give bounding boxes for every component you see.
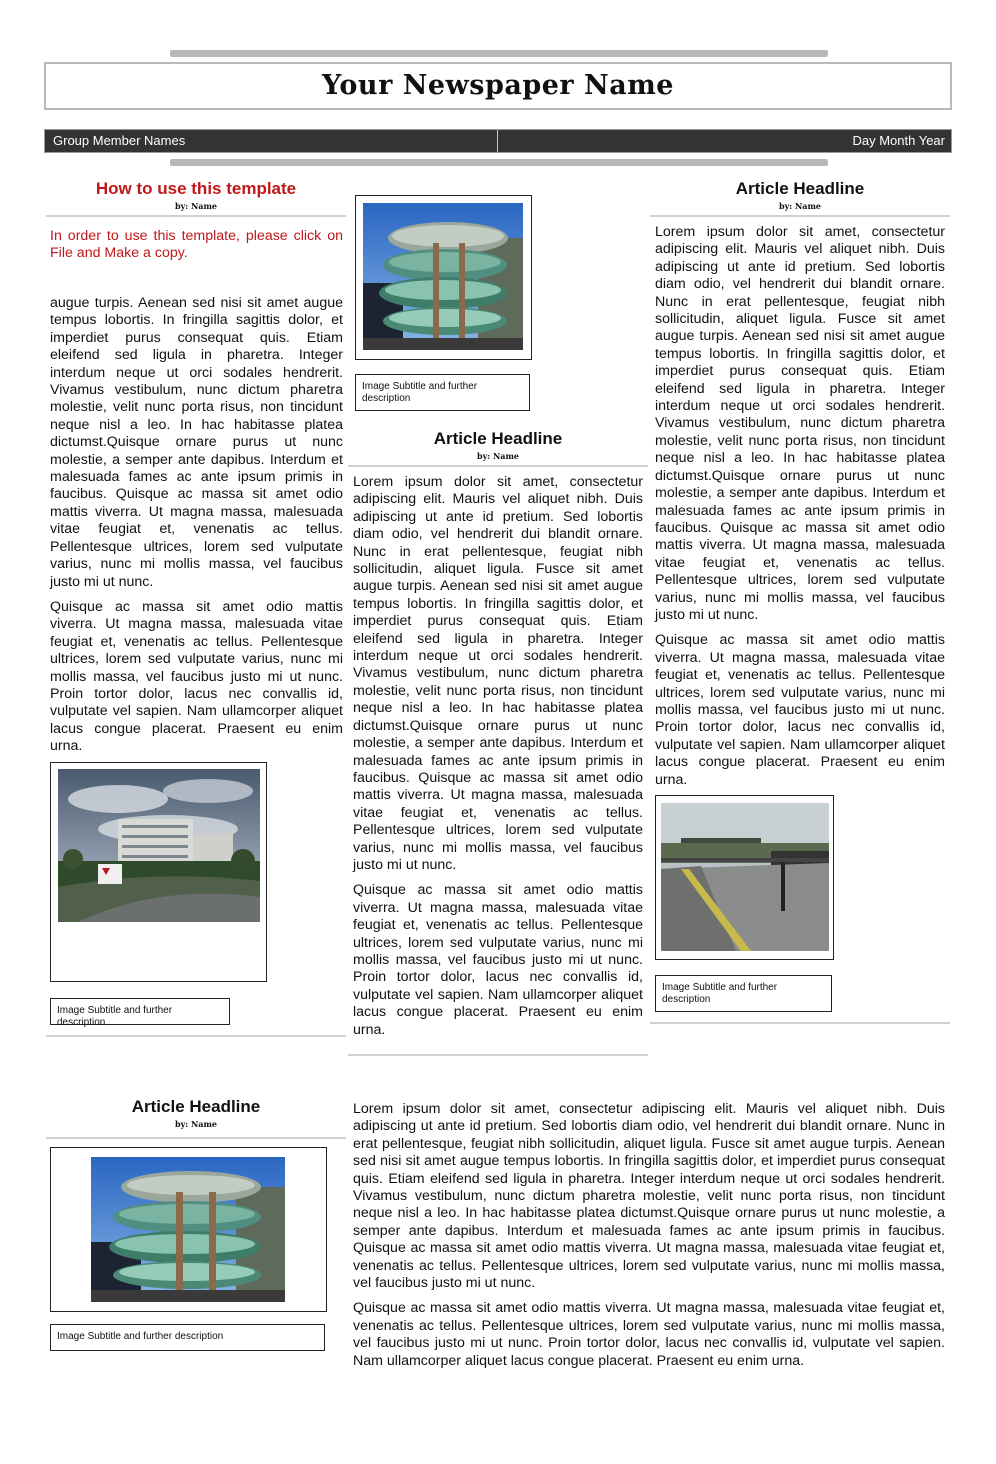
col2-article-body bbox=[353, 474, 643, 1047]
bottom-headline: Article Headline bbox=[131, 1097, 261, 1116]
bottom-paragraph-2: Quisque ac massa sit amet odio mattis viverra. Ut magna massa, malesuada vitae feugiat et, venenatis ac tellus. Pellentesque ultrices, lorem sed vulputate varius, nunc mi mollis massa, vel faucibus justo mi ut nunc. Proin tortor dolor, lacus nec convallis id, vulputate vel sapien. Nam ullamcorper aliquet lacus congue placerat. Praesent eu enim urna. bbox=[353, 1300, 945, 1369]
col3-byline: by: Name bbox=[778, 201, 822, 211]
col2-image-caption: Image Subtitle and further description bbox=[355, 374, 530, 411]
col3-headline-divider bbox=[650, 215, 950, 217]
col1-image-caption: Image Subtitle and further description bbox=[50, 998, 230, 1025]
col1-intro: In order to use this template, please click on File and Make a copy. bbox=[50, 228, 343, 262]
col2-image-frame bbox=[355, 195, 532, 360]
bottom-image-caption: Image Subtitle and further description bbox=[50, 1324, 325, 1351]
col1-paragraph-1: augue turpis. Aenean sed nisi sit amet augue tempus lobortis. In fringilla sagittis dolor, et imperdiet purus consequat quis. Etiam eleifend sed ligula in pharetra. Integer interdum neque ut orci sodales hendrerit. Vivamus vestibulum, nunc dictum pharetra molestie, velit nunc porta risus, non tincidunt neque nisl a leo. In hac habitasse platea dictumst.Quisque ornare purus ut nunc molestie, a semper ante dapibus. Interdum et malesuada fames ac ante ipsum primis in faucibus. Quisque ac massa sit amet odio mattis viverra. Ut magna massa, malesuada vitae feugiat et, venenatis ac tellus. Pellentesque ultrices, lorem sed vulputate varius, nunc mi mollis massa, vel faucibus justo mi ut nunc. bbox=[50, 295, 343, 590]
col2-headline-block bbox=[348, 429, 648, 461]
col1-headline-divider bbox=[46, 215, 346, 217]
group-member-names: Group Member Names bbox=[53, 133, 186, 148]
col3-article-body bbox=[655, 224, 945, 797]
bottom-paragraph-1: Lorem ipsum dolor sit amet, consectetur adipiscing elit. Mauris vel aliquet nibh. Duis adipiscing ut ante id pretium. Sed lobortis diam odio, vel hendrerit dui blandit ornare. Nunc in erat pellentesque, feugiat nibh sollicitudin, aliquet ligula. Fusce sit amet augue turpis. Aenean sed nisi sit amet augue tempus lobortis. In fringilla sagittis dolor, et imperdiet purus consequat quis. Etiam eleifend sed ligula in pharetra. Integer interdum neque ut orci sodales hendrerit. Vivamus vestibulum, nunc dictum pharetra molestie, velit nunc porta risus, non tincidunt neque nisl a leo. In hac habitasse platea dictumst.Quisque ornare purus ut nunc molestie, a semper ante dapibus. Interdum et malesuada fames ac ante ipsum primis in faucibus. Quisque ac massa sit amet odio mattis viverra. Ut magna massa, malesuada vitae feugiat et, venenatis ac tellus. Pellentesque ultrices, lorem sed vulputate varius, nunc mi mollis massa, vel faucibus justo mi ut nunc. bbox=[353, 1101, 945, 1292]
col2-paragraph-2: Quisque ac massa sit amet odio mattis viverra. Ut magna massa, malesuada vitae feugiat et, venenatis ac tellus. Pellentesque ultrices, lorem sed vulputate varius, nunc mi mollis massa, vel faucibus justo mi ut nunc. Proin tortor dolor, lacus nec convallis id, vulputate vel sapien. Nam ullamcorper aliquet lacus congue placerat. Praesent eu enim urna. bbox=[353, 882, 643, 1038]
col3-headline-block bbox=[650, 179, 950, 211]
col1-byline: by: Name bbox=[174, 201, 218, 211]
col1-image-frame bbox=[50, 762, 267, 982]
col3-bottom-divider bbox=[650, 1022, 950, 1024]
col2-paragraph-1: Lorem ipsum dolor sit amet, consectetur adipiscing elit. Mauris vel aliquet nibh. Duis adipiscing ut ante id pretium. Sed lobortis diam odio, vel hendrerit dui blandit ornare. Nunc in erat pellentesque, feugiat nibh sollicitudin, aliquet ligula. Fusce sit amet augue turpis. Aenean sed nisi sit amet augue tempus lobortis. In fringilla sagittis dolor, et imperdiet purus consequat quis. Etiam eleifend sed ligula in pharetra. Integer interdum neque ut orci sodales hendrerit. Vivamus vestibulum, nunc dictum pharetra molestie, velit nunc porta risus, non tincidunt neque nisl a leo. In hac habitasse platea dictumst.Quisque ornare purus ut nunc molestie, a semper ante dapibus. Interdum et malesuada fames ac ante ipsum primis in faucibus. Quisque ac massa sit amet odio mattis viverra. Ut magna massa, malesuada vitae feugiat et, venenatis ac tellus. Pellentesque ultrices, lorem sed vulputate varius, nunc mi mollis massa, vel faucibus justo mi ut nunc. bbox=[353, 474, 643, 873]
col1-article-body bbox=[50, 295, 343, 764]
col3-headline: Article Headline bbox=[735, 179, 865, 198]
col3-image-caption: Image Subtitle and further description bbox=[655, 975, 832, 1012]
info-bar-divider bbox=[497, 130, 498, 152]
office-building-photo bbox=[58, 769, 260, 922]
col3-paragraph-1: Lorem ipsum dolor sit amet, consectetur adipiscing elit. Mauris vel aliquet nibh. Duis adipiscing ut ante id pretium. Sed lobortis diam odio, vel hendrerit dui blandit ornare. Nunc in erat pellentesque, feugiat nibh sollicitudin, aliquet ligula. Fusce sit amet augue turpis. Aenean sed nisi sit amet augue tempus lobortis. In fringilla sagittis dolor, et imperdiet purus consequat quis. Etiam eleifend sed ligula in pharetra. Integer interdum neque ut orci sodales hendrerit. Vivamus vestibulum, nunc dictum pharetra molestie, velit nunc porta risus, non tincidunt neque nisl a leo. In hac habitasse platea dictumst.Quisque ornare purus ut nunc molestie, a semper ante dapibus. Interdum et malesuada fames ac ante ipsum primis in faucibus. Quisque ac massa sit amet odio mattis viverra. Ut magna massa, malesuada vitae feugiat et, venenatis ac tellus. Pellentesque ultrices, lorem sed vulputate varius, nunc mi mollis massa, vel faucibus justo mi ut nunc. bbox=[655, 224, 945, 623]
col1-headline-block bbox=[46, 179, 346, 211]
header-bottom-rule bbox=[170, 159, 828, 166]
col2-byline: by: Name bbox=[476, 451, 520, 461]
col1-headline: How to use this template bbox=[95, 179, 297, 198]
water-slide-photo bbox=[363, 203, 523, 350]
water-slide-photo-large bbox=[91, 1157, 285, 1302]
col2-headline-divider bbox=[348, 465, 648, 467]
col2-bottom-divider bbox=[348, 1054, 648, 1056]
masthead bbox=[44, 62, 952, 110]
bottom-article-body bbox=[353, 1101, 945, 1378]
info-bar bbox=[44, 129, 952, 153]
col1-bottom-divider bbox=[46, 1035, 346, 1037]
bottom-headline-block bbox=[46, 1097, 346, 1129]
bottom-byline: by: Name bbox=[174, 1119, 218, 1129]
col2-headline: Article Headline bbox=[433, 429, 563, 448]
top-rule bbox=[170, 50, 828, 57]
col3-image-frame bbox=[655, 795, 834, 960]
col3-paragraph-2: Quisque ac massa sit amet odio mattis viverra. Ut magna massa, malesuada vitae feugiat et, venenatis ac tellus. Pellentesque ultrices, lorem sed vulputate varius, nunc mi mollis massa, vel faucibus justo mi ut nunc. Proin tortor dolor, lacus nec convallis id, vulputate vel sapien. Nam ullamcorper aliquet lacus congue placerat. Praesent eu enim urna. bbox=[655, 632, 945, 788]
col1-paragraph-2: Quisque ac massa sit amet odio mattis viverra. Ut magna massa, malesuada vitae feugiat et, venenatis ac tellus. Pellentesque ultrices, lorem sed vulputate varius, nunc mi mollis massa, vel faucibus justo mi ut nunc. Proin tortor dolor, lacus nec convallis id, vulputate vel sapien. Nam ullamcorper aliquet lacus congue placerat. Praesent eu enim urna. bbox=[50, 598, 343, 755]
bottom-image-frame bbox=[50, 1147, 327, 1312]
issue-date: Day Month Year bbox=[852, 133, 945, 148]
bottom-headline-divider bbox=[46, 1137, 346, 1139]
newspaper-title: Your Newspaper Name bbox=[322, 70, 674, 101]
train-platform-photo bbox=[661, 803, 829, 951]
